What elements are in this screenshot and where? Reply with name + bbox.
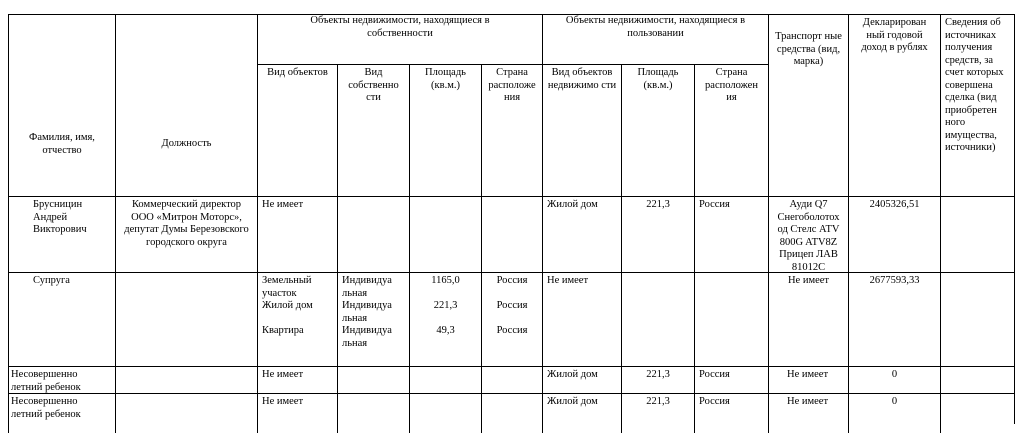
row-1-used-area (621, 272, 694, 366)
row-1-income: 2677593,33 (848, 272, 940, 366)
row-3-owned-ownership (337, 393, 409, 433)
row-3-transport: Не имеет (768, 393, 848, 433)
row-3-position (115, 393, 257, 433)
row-0-transport: Ауди Q7 Снегоболотох од Стелс ATV 800G ATV8Z Прицеп ЛАВ 81012С (768, 196, 848, 272)
header-position: Должность (115, 14, 257, 196)
row-3-used-area: 221,3 (621, 393, 694, 433)
row-0-owned-type: Не имеет (257, 196, 337, 272)
row-3-used-country: Россия (694, 393, 768, 433)
row-0-income: 2405326,51 (848, 196, 940, 272)
header-full-name: Фамилия, имя, отчество (8, 14, 115, 196)
row-0-used-type: Жилой дом (542, 196, 621, 272)
row-0-used-area: 221,3 (621, 196, 694, 272)
row-1-name: Супруга (8, 272, 115, 366)
header-transport: Транспорт ные средства (вид, марка) (768, 14, 848, 196)
header-owned-area: Площадь (кв.м.) (409, 64, 481, 196)
header-used-area: Площадь (кв.м.) (621, 64, 694, 196)
row-1-owned-type: Земельный участок Жилой дом Квартира (257, 272, 337, 366)
header-owned-country: Страна расположе ния (481, 64, 542, 196)
row-1-used-country (694, 272, 768, 366)
row-1-owned-country: Россия Россия Россия (481, 272, 542, 366)
row-2-transport: Не имеет (768, 366, 848, 393)
header-owned-ownership: Вид собственно сти (337, 64, 409, 196)
header-owned-group: Объекты недвижимости, находящиеся в собственности (257, 14, 542, 64)
row-3-income: 0 (848, 393, 940, 433)
row-1-position (115, 272, 257, 366)
row-3-sources (940, 393, 1015, 433)
row-2-owned-country (481, 366, 542, 393)
header-used-country: Страна расположен ия (694, 64, 768, 196)
row-0-sources (940, 196, 1015, 272)
row-3-used-type: Жилой дом (542, 393, 621, 433)
row-2-position (115, 366, 257, 393)
row-0-owned-country (481, 196, 542, 272)
row-2-used-country: Россия (694, 366, 768, 393)
row-3-owned-country (481, 393, 542, 433)
row-2-used-area: 221,3 (621, 366, 694, 393)
row-2-name: Несовершенно летний ребенок (8, 366, 115, 393)
row-3-owned-area (409, 393, 481, 433)
row-3-name: Несовершенно летний ребенок (8, 393, 115, 433)
row-3-owned-type: Не имеет (257, 393, 337, 433)
row-1-transport: Не имеет (768, 272, 848, 366)
header-owned-type: Вид объектов (257, 64, 337, 196)
row-0-position: Коммерческий директор ООО «Митрон Моторс», депутат Думы Березовского городского округа (115, 196, 257, 272)
row-0-owned-area (409, 196, 481, 272)
header-used-type: Вид объектов недвижимо сти (542, 64, 621, 196)
row-2-sources (940, 366, 1015, 393)
header-sources: Сведения об источниках получения средств, за счет которых совершена сделка (вид приобретен ного имущества, источники) (940, 14, 1015, 196)
header-income: Декларирован ный годовой доход в рублях (848, 14, 940, 196)
row-2-owned-type: Не имеет (257, 366, 337, 393)
row-0-name: Брусницин Андрей Викторович (8, 196, 115, 272)
row-2-used-type: Жилой дом (542, 366, 621, 393)
row-1-sources (940, 272, 1015, 366)
row-2-income: 0 (848, 366, 940, 393)
row-1-owned-area: 1165,0 221,3 49,3 (409, 272, 481, 366)
row-0-owned-ownership (337, 196, 409, 272)
declaration-table (8, 14, 1015, 424)
row-1-used-type: Не имеет (542, 272, 621, 366)
row-2-owned-ownership (337, 366, 409, 393)
header-used-group: Объекты недвижимости, находящиеся в пользовании (542, 14, 768, 64)
row-2-owned-area (409, 366, 481, 393)
row-0-used-country: Россия (694, 196, 768, 272)
row-1-owned-ownership: Индивидуа льная Индивидуа льная Индивидуа льная (337, 272, 409, 366)
